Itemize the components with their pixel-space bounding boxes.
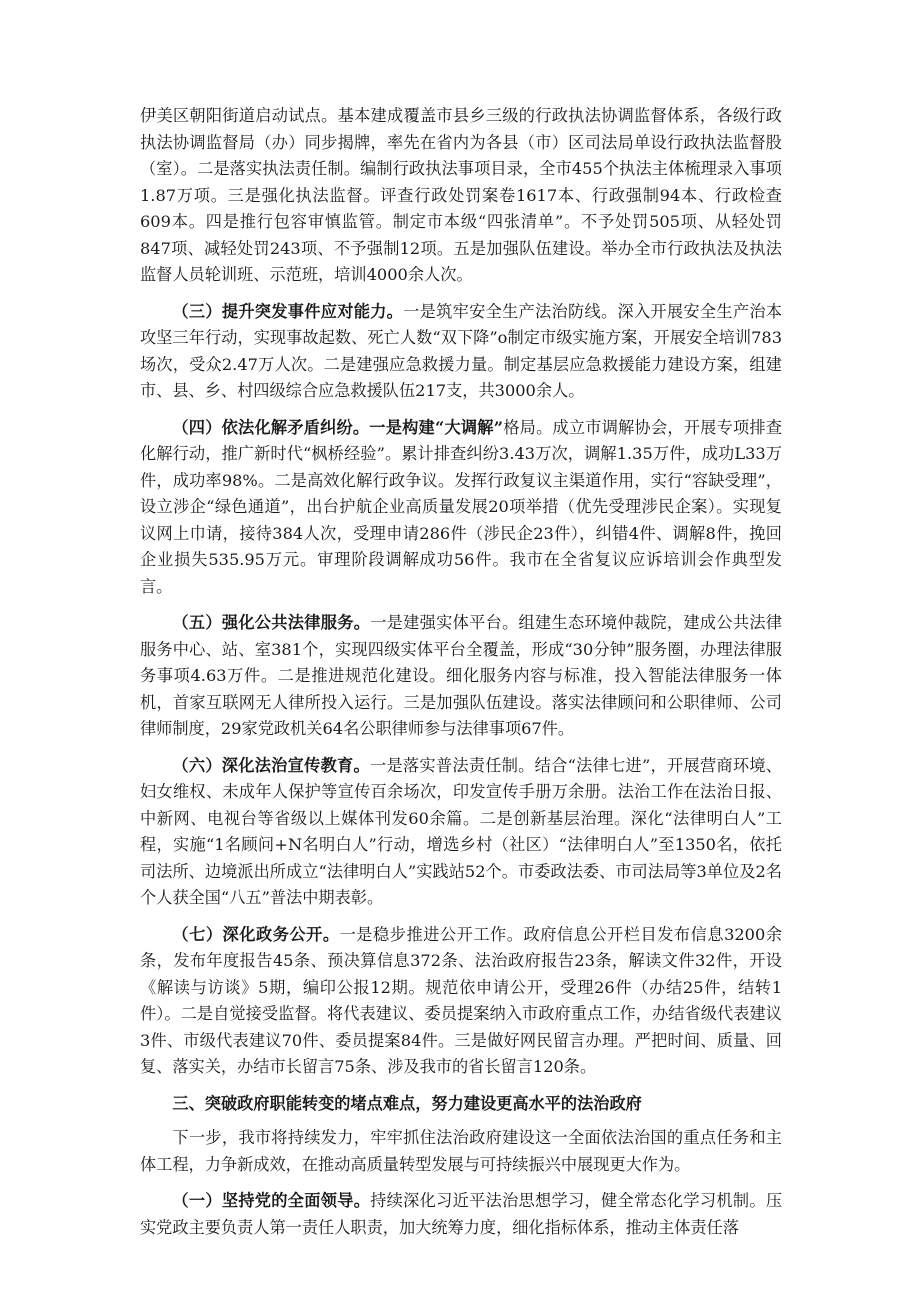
paragraph-enforcement (140, 103, 782, 289)
paragraph-heading: （六）深化法治宣传教育。 (172, 755, 370, 775)
paragraph-text: 一是落实普法责任制。结合“法律七进”，开展营商环境、妇女维权、未成年人保护等宣传百余场次，印发宣传手册万余册。法治工作在法治日报、中新网、电视台等省级以上媒体刊发60余篇。二是创新基层治理。深化“法律明白人”工程，实施“1名顾问+N名明白人”行动，增选乡村（社区）“法律明白人”至1350名，依托司法所、边境派出所成立“法律明白人”实践站52个。市委政法委、市司法局等3单位及2名个人获全国“八五”普法中期表彰。 (140, 755, 782, 907)
paragraph-party-leadership (140, 1188, 782, 1241)
paragraph-text: 一是建强实体平台。组建生态环境仲裁院，建成公共法律服务中心、站、室381个，实现四级实体平台全覆盖，形成“30分钟”服务圈，办理法律服务事项4.63万件。二是推进规范化建设。细化服务内容与标准，投入智能法律服务一体机，首家互联网无人律所投入运行。三是加强队伍建设。落实法律顾问和公职律师、公司律师制度，29家党政机关64名公职律师参与法律事项67件。 (140, 613, 783, 738)
paragraph-heading: （七）深化政务公开。 (172, 924, 340, 944)
paragraph-heading: （一）坚持党的全面领导。 (172, 1191, 371, 1210)
paragraph-heading: （四）依法化解矛盾纠纷。一是构建“大调解” (172, 417, 504, 437)
paragraph-heading: （三）提升突发事件应对能力。 (172, 301, 404, 321)
paragraph-heading: （五）强化公共法律服务。 (172, 613, 371, 632)
paragraph-text: 持续深化习近平法治思想学习，健全常态化学习机制。压实党政主要负责人第一责任人职责，加大统筹力度，细化指标体系，推动主体责任落 (140, 1191, 783, 1237)
section-title: 三、突破政府职能转变的堵点难点，努力建设更高水平的法治政府 (172, 1093, 642, 1113)
paragraph-legal-education (140, 753, 782, 912)
paragraph-text: 格局。成立市调解协会，开展专项排查化解行动，推广新时代“枫桥经验”。累计排查纠纷3.43万次，调解1.35万件，成功L33万件，成功率98%。二是高效化解行政争议。发挥行政复议主渠道作用，实行“容缺受理”，设立涉企“绿色通道”，出台护航企业高质量发展20项举措（优先受理涉民企案）。实现复议网上巾请，接待384人次，受理申请286件（涉民企23件），纠错4件、调解8件，挽回企业损失535.95万元。审理阶段调解成功56件。我市在全省复议应诉培训会作典型发言。 (140, 417, 783, 596)
paragraph-text: 一是稳步推进公开工作。政府信息公开栏目发布信息3200余条，发布年度报告45条、预决算信息372条、法治政府报告23条，解读文件32件，开设《解读与访谈》5期，编印公报12期。规范依申请公开，受理26件（办结25件，结转1件）。二是自觉接受监督。将代表建议、委员提案纳入市政府重点工作，办结省级代表建议3件、市级代表建议70件、委员提案84件。三是做好网民留言办理。严把时间、质量、回复、落实关，办结市长留言75条、涉及我市的省长留言120条。 (140, 924, 783, 1076)
paragraph-open-government (140, 922, 782, 1081)
paragraph-emergency (140, 299, 782, 405)
paragraph-text: 一是筑牢安全生产法治防线。深入开展安全生产治本攻坚三年行动，实现事故起数、死亡人数“双下降”o制定市级实施方案，开展安全培训783场次，受众2.47万人次。二是建强应急救援力量。制定基层应急救援能力建设方案，组建市、县、乡、村四级综合应急救援队伍217支，共3000余人。 (140, 301, 783, 400)
paragraph-text: 下一步，我市将持续发力，牢牢抓住法治政府建设这一全面依法治国的重点任务和主体工程，力争新成效，在推动高质量转型发展与可持续振兴中展现更大作为。 (140, 1128, 782, 1174)
document-body (140, 103, 782, 1251)
paragraph-next-steps (140, 1125, 782, 1178)
paragraph-disputes (140, 415, 782, 601)
paragraph-text: 伊美区朝阳街道启动试点。基本建成覆盖市县乡三级的行政执法协调监督体系，各级行政执法协调监督局（办）同步揭牌，率先在省内为各县（市）区司法局单设行政执法监督股（室）。二是落实执法责任制。编制行政执法事项目录，全市455个执法主体梳理录入事项1.87万项。三是强化执法监督。评查行政处罚案卷1617本、行政强制94本、行政检查609本。四是推行包容审慎监管。制定市本级“四张清单”。不予处罚505项、从轻处罚847项、减轻处罚243项、不予强制12项。五是加强队伍建设。举办全市行政执法及执法监督人员轮训班、示范班，培训4000余人次。 (140, 106, 782, 284)
paragraph-legal-services (140, 610, 782, 743)
